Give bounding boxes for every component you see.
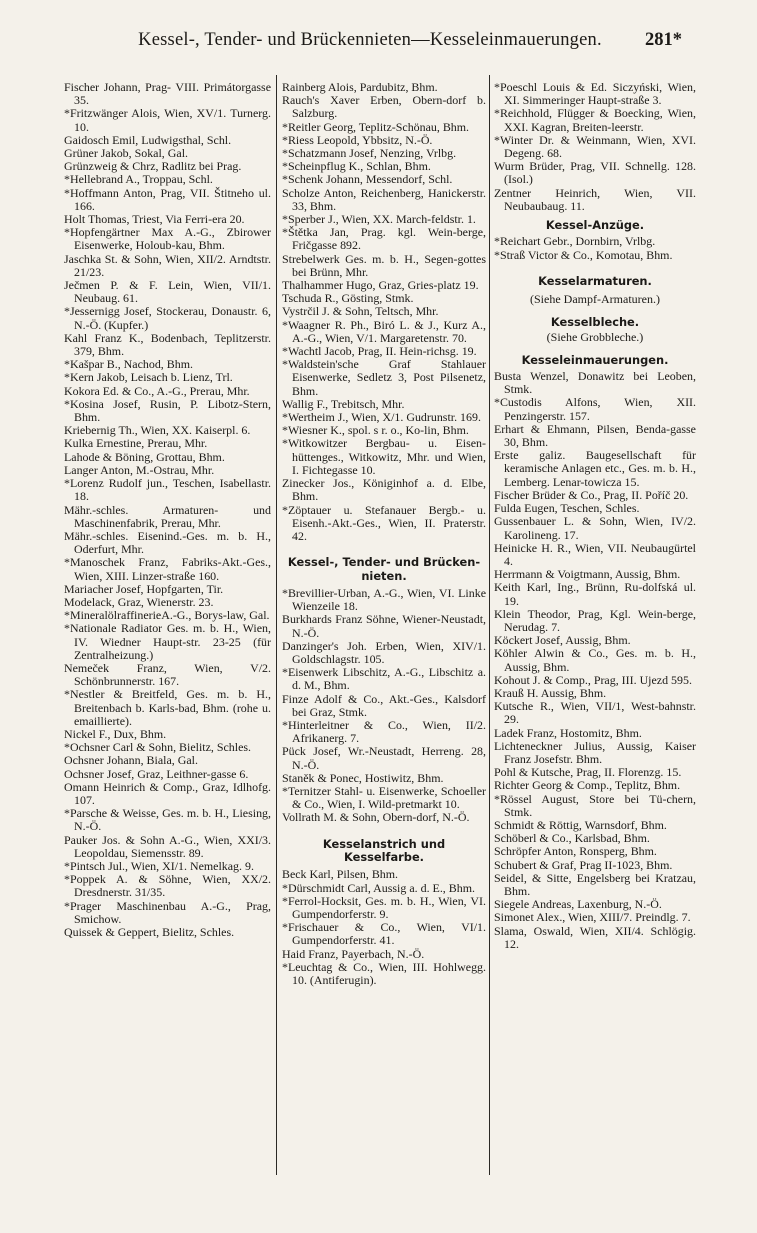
entry-list (282, 587, 486, 825)
directory-entry: Omann Heinrich & Comp., Graz, Idlhofg. 107. (64, 779, 271, 807)
directory-entry: Jaschka St. & Sohn, Wien, XII/2. Arndtstr. 21/23. (64, 251, 271, 279)
directory-entry: *Kašpar B., Nachod, Bhm. (64, 357, 193, 372)
directory-entry: Schmidt & Röttig, Warnsdorf, Bhm. (494, 817, 667, 832)
directory-entry: Pück Josef, Wr.-Neustadt, Herreng. 28, N.-Ö. (282, 744, 486, 772)
directory-entry: Keith Karl, Ing., Brünn, Ru-dolfská ul. 19. (494, 580, 696, 608)
directory-entry: *Manoschek Franz, Fabriks-Akt.-Ges., Wien, XIII. Linzer-straße 160. (64, 555, 271, 583)
directory-entry: Ladek Franz, Hostomitz, Bhm. (494, 725, 642, 740)
directory-entry: *Kosina Josef, Rusin, P. Libotz-Stern, Bhm. (64, 396, 271, 425)
directory-entry: *Poeschl Louis & Ed. Siczyński, Wien, XI. Simmeringer Haupt-straße 3. (494, 80, 696, 108)
directory-entry: Wallig F., Trebitsch, Mhr. (282, 396, 405, 411)
directory-entry: Slama, Oswald, Wien, XII/4. Schlögig. 12. (494, 923, 696, 951)
directory-entry: *Sperber J., Wien, XX. March-feldstr. 1. (282, 212, 476, 227)
directory-entry: *Leuchtag & Co., Wien, III. Hohlwegg. 10. (Antiferugin). (282, 959, 486, 988)
directory-entry: *Hellebrand A., Troppau, Schl. (64, 172, 213, 187)
directory-entry: Ochsner Josef, Graz, Leithner-gasse 6. (64, 766, 249, 781)
directory-entry: *Straß Victor & Co., Komotau, Bhm. (494, 247, 673, 262)
see-also-armaturen: (Siehe Dampf-Armaturen.) (530, 292, 660, 307)
directory-entry: *Zöptauer u. Stefanauer Bergb.- u. Eisenh.-Akt.-Ges., Wien, II. Praterstr. 42. (282, 502, 486, 543)
directory-entry: *Hoffmann Anton, Prag, VII. Štitneho ul. 166. (64, 185, 271, 213)
directory-entry: Schöberl & Co., Karlsbad, Bhm. (494, 831, 650, 846)
directory-entry: Danzinger's Joh. Erben, Wien, XIV/1. Goldschlagstr. 105. (282, 638, 486, 666)
see-also-bleche: (Siehe Grobbleche.) (546, 329, 644, 344)
directory-entry: Gussenbauer L. & Sohn, Wien, IV/2. Karolineng. 17. (494, 514, 696, 542)
directory-entry: *Schenk Johann, Messendorf, Schl. (282, 172, 453, 187)
directory-entry: *Štětka Jan, Prag. kgl. Wein-berge, Fričgasse 892. (282, 225, 486, 253)
directory-entry: *Lorenz Rudolf jun., Teschen, Isabellastr. 18. (64, 476, 271, 504)
directory-entry: Quissek & Geppert, Bielitz, Schles. (64, 925, 235, 939)
directory-entry: Grünzweig & Chrz, Radlitz bei Prag. (64, 159, 242, 174)
directory-entry: Mähr.-schles. Eisenind.-Ges. m. b. H., Oderfurt, Mhr. (64, 528, 271, 557)
directory-entry: Burkhards Franz Söhne, Wiener-Neustadt, N.-Ö. (282, 612, 486, 640)
directory-entry: *Prager Maschinenbau A.-G., Prag, Smichow. (64, 898, 271, 926)
directory-entry: Langer Anton, M.-Ostrau, Mhr. (64, 462, 215, 477)
directory-entry: Richter Georg & Comp., Teplitz, Bhm. (494, 778, 681, 793)
directory-entry: Zinecker Jos., Königinhof a. d. Elbe, Bhm. (282, 476, 486, 504)
directory-entry: *Schatzmann Josef, Nenzing, Vrlbg. (282, 146, 457, 161)
section-heading-armaturen: Kesselarmaturen. (538, 273, 652, 288)
directory-entry: *Ternitzer Stahl- u. Eisenwerke, Schoeller & Co., Wien, I. Wild-pretmarkt 10. (282, 783, 486, 812)
directory-entry: *Scheinpflug K., Schlan, Bhm. (282, 159, 431, 174)
section-heading-anzuege: Kessel-Anzüge. (545, 218, 645, 233)
directory-entry: *Wertheim J., Wien, X/1. Gudrunstr. 169. (282, 410, 481, 425)
directory-entry: Nickel F., Dux, Bhm. (64, 726, 167, 741)
directory-entry: Krauß H. Aussig, Bhm. (494, 685, 607, 700)
directory-entry: *Frischauer & Co., Wien, VI/1. Gumpendorferstr. 41. (282, 920, 486, 948)
directory-entry: *Jessernigg Josef, Stockerau, Donaustr. 6, N.-Ö. (Kupfer.) (64, 304, 271, 332)
section-heading-nieten: Kessel-, Tender- und Brücken-nieten. (287, 555, 481, 583)
directory-entry: Lichteneckner Julius, Aussig, Kaiser Franz Josefstr. Bhm. (494, 738, 696, 766)
directory-entry: *Eisenwerk Libschitz, A.-G., Libschitz a. d. M., Bhm. (282, 665, 486, 693)
directory-entry: Fulda Eugen, Teschen, Schles. (494, 501, 640, 516)
directory-entry: Haid Franz, Payerbach, N.-Ö. (282, 946, 425, 961)
directory-entry: *Ochsner Carl & Sohn, Bielitz, Schles. (64, 740, 251, 755)
page-number: 281* (645, 30, 682, 50)
column-rule-left (276, 75, 277, 1175)
directory-entry: *Poppek A. & Söhne, Wien, XX/2. Dresdnerstr. 31/35. (64, 872, 271, 900)
directory-entry: Kahl Franz K., Bodenbach, Teplitzerstr. 379, Bhm. (64, 330, 271, 359)
directory-entry: *Nestler & Breitfeld, Ges. m. b. H., Breitenbach b. Karls-bad, Bhm. (rohe u. emaillierte). (64, 687, 271, 728)
directory-entry: Mähr.-schles. Armaturen- und Maschinenfabrik, Prerau, Mhr. (64, 502, 271, 530)
directory-entry: *MineralölraffinerieA.-G., Borys-law, Gal. (64, 608, 270, 623)
directory-entry: *Reichhold, Flügger & Boecking, Wien, XXI. Kagran, Breiten-leerstr. (494, 106, 696, 134)
directory-entry: *Brevillier-Urban, A.-G., Wien, VI. Linke Wienzeile 18. (282, 585, 486, 614)
directory-entry: Erhart & Ehmann, Pilsen, Benda-gasse 30, Bhm. (494, 421, 696, 450)
directory-entry: *Nationale Radiator Ges. m. b. H., Wien, IV. Wiedner Haupt-str. 23-25 (für Zentralheizung.) (64, 621, 271, 662)
directory-entry: *Witkowitzer Bergbau- u. Eisen-hüttenges., Witkowitz, Mhr. und Wien, I. Fichtegasse 10. (282, 436, 486, 477)
directory-entry: Seidel, & Sitte, Engelsberg bei Kratzau, Bhm. (494, 870, 696, 898)
directory-entry: Finze Adolf & Co., Akt.-Ges., Kalsdorf bei Graz, Stmk. (282, 691, 486, 719)
directory-entry: Rainberg Alois, Pardubitz, Bhm. (282, 80, 438, 94)
directory-entry: Kulka Ernestine, Prerau, Mhr. (64, 436, 208, 451)
directory-entry: Herrmann & Voigtmann, Aussig, Bhm. (494, 567, 681, 582)
directory-entry: Modelack, Graz, Wienerstr. 23. (64, 594, 214, 609)
directory-entry: Mariacher Josef, Hopfgarten, Tir. (64, 581, 224, 596)
section-heading-bleche: Kesselbleche. (550, 315, 640, 330)
entry-list (282, 81, 486, 543)
directory-entry: Tschuda R., Gösting, Stmk. (282, 291, 414, 306)
directory-entry: Pohl & Kutsche, Prag, II. Florenzg. 15. (494, 765, 682, 780)
directory-entry: Gaidosch Emil, Ludwigsthal, Schl. (64, 132, 232, 147)
directory-entry: Staněk & Ponec, Hostiwitz, Bhm. (282, 770, 444, 785)
column-right (494, 81, 696, 951)
directory-entry: *Winter Dr. & Weinmann, Wien, XVI. Degeng. 68. (494, 132, 696, 161)
directory-entry: Heinicke H. R., Wien, VII. Neubaugürtel 4. (494, 540, 696, 568)
directory-entry: Kutsche R., Wien, VII/1, West-bahnstr. 29. (494, 699, 696, 727)
directory-entry: Vystrčil J. & Sohn, Teltsch, Mhr. (282, 304, 439, 319)
column-rule-right (489, 75, 490, 1175)
directory-entry: Ochsner Johann, Biala, Gal. (64, 753, 198, 768)
directory-entry: Ječmen P. & F. Lein, Wien, VII/1. Neubaug. 61. (64, 278, 271, 306)
page-header (0, 30, 757, 60)
directory-entry: *Riess Leopold, Ybbsitz, N.-Ö. (282, 132, 433, 147)
directory-entry: Köhler Alwin & Co., Ges. m. b. H., Aussig, Bhm. (494, 646, 696, 674)
directory-entry: Lahode & Böning, Grottau, Bhm. (64, 449, 225, 464)
directory-entry: *Fritzwänger Alois, Wien, XV/1. Turnerg. 10. (64, 106, 271, 134)
column-left (64, 81, 271, 939)
directory-entry: Strebelwerk Ges. m. b. H., Segen-gottes bei Brünn, Mhr. (282, 251, 486, 279)
directory-entry: *Kern Jakob, Leisach b. Lienz, Trl. (64, 370, 233, 385)
directory-entry: Siegele Andreas, Laxenburg, N.-Ö. (494, 897, 662, 912)
directory-entry: *Waagner R. Ph., Biró L. & J., Kurz A., A.-G., Wien, V/1. Margaretenstr. 70. (282, 317, 486, 345)
directory-entry: Köckert Josef, Aussig, Bhm. (494, 633, 631, 648)
directory-entry: Vollrath M. & Sohn, Obern-dorf, N.-Ö. (282, 810, 470, 825)
directory-entry: Fischer Brüder & Co., Prag, II. Poříč 20. (494, 487, 689, 502)
directory-entry: Scholze Anton, Reichenberg, Hanickerstr. 33, Bhm. (282, 185, 486, 213)
entry-list (494, 370, 696, 951)
entry-list (64, 81, 271, 939)
directory-entry: *Ferrol-Hocksit, Ges. m. b. H., Wien, VI. Gumpendorferstr. 9. (282, 893, 486, 921)
directory-entry: Kokora Ed. & Co., A.-G., Prerau, Mhr. (64, 383, 250, 398)
directory-entry: Holt Thomas, Triest, Via Ferri-era 20. (64, 212, 245, 227)
directory-entry: Kohout J. & Comp., Prag, III. Ujezd 595. (494, 672, 692, 687)
directory-entry: Kriebernig Th., Wien, XX. Kaiserpl. 6. (64, 423, 251, 438)
directory-entry: Grüner Jakob, Sokal, Gal. (64, 146, 188, 161)
directory-entry: *Reichart Gebr., Dornbirn, Vrlbg. (494, 234, 656, 249)
directory-entry: Wurm Brüder, Prag, VII. Schnellg. 128. (Isol.) (494, 159, 696, 187)
section-heading-einmauerungen: Kesseleinmauerungen. (521, 352, 669, 367)
directory-entry: Beck Karl, Pilsen, Bhm. (282, 867, 399, 882)
directory-entry: *Rössel August, Store bei Tü-chern, Stmk. (494, 791, 696, 819)
directory-entry: Busta Wenzel, Donawitz bei Leoben, Stmk. (494, 369, 696, 397)
directory-entry: Erste galiz. Baugesellschaft für keramische Anlagen etc., Ges. m. b. H., Lemberg. Lenar-towicza 15. (494, 448, 696, 489)
directory-entry: Rauch's Xaver Erben, Obern-dorf b. Salzburg. (282, 93, 486, 121)
directory-entry: *Custodis Alfons, Wien, XII. Penzingerstr. 157. (494, 395, 696, 423)
entry-list (282, 868, 486, 987)
entry-list (494, 81, 696, 213)
running-title: Kessel-, Tender- und Brückennieten—Kesseleinmauerungen. (138, 30, 602, 50)
directory-entry: Fischer Johann, Prag- VIII. Primátorgasse 35. (64, 80, 271, 108)
column-middle (282, 81, 486, 987)
directory-entry: Nemeček Franz, Wien, V/2. Schönbrunnerstr. 167. (64, 660, 271, 689)
directory-entry: Simonet Alex., Wien, XIII/7. Preindlg. 7. (494, 910, 691, 925)
directory-entry: Klein Theodor, Prag, Kgl. Wein-berge, Nerudag. 7. (494, 606, 696, 634)
directory-entry: Thalhammer Hugo, Graz, Gries-platz 19. (282, 278, 479, 293)
directory-entry: *Reitler Georg, Teplitz-Schönau, Bhm. (282, 119, 470, 134)
directory-entry: *Hopfengärtner Max A.-G., Zbirower Eisenwerke, Holoub-kau, Bhm. (64, 225, 271, 253)
section-heading-anstrich: Kesselanstrich und Kesselfarbe. (322, 836, 446, 864)
directory-entry: Schröpfer Anton, Ronsperg, Bhm. (494, 844, 657, 859)
entry-list (494, 235, 696, 261)
directory-entry: Zentner Heinrich, Wien, VII. Neubaubaug. 11. (494, 185, 696, 213)
directory-entry: *Hinterleitner & Co., Wien, II/2. Afrikanerg. 7. (282, 717, 486, 746)
directory-entry: Pauker Jos. & Sohn A.-G., Wien, XXI/3. Leopoldau, Siemensstr. 89. (64, 832, 271, 860)
directory-entry: *Waldstein'sche Graf Stahlauer Eisenwerke, Sedletz 3, Post Pilsenetz, Bhm. (282, 357, 486, 398)
directory-entry: *Wiesner K., spol. s r. o., Ko-lin, Bhm. (282, 423, 469, 438)
directory-entry: *Pintsch Jul., Wien, XI/1. Nemelkag. 9. (64, 858, 254, 873)
directory-entry: *Parsche & Weisse, Ges. m. b. H., Liesing, N.-Ö. (64, 806, 271, 834)
directory-entry: *Dürschmidt Carl, Aussig a. d. E., Bhm. (282, 880, 475, 895)
directory-entry: *Wachtl Jacob, Prag, II. Hein-richsg. 19. (282, 344, 477, 359)
directory-entry: Schubert & Graf, Prag II-1023, Bhm. (494, 857, 673, 872)
